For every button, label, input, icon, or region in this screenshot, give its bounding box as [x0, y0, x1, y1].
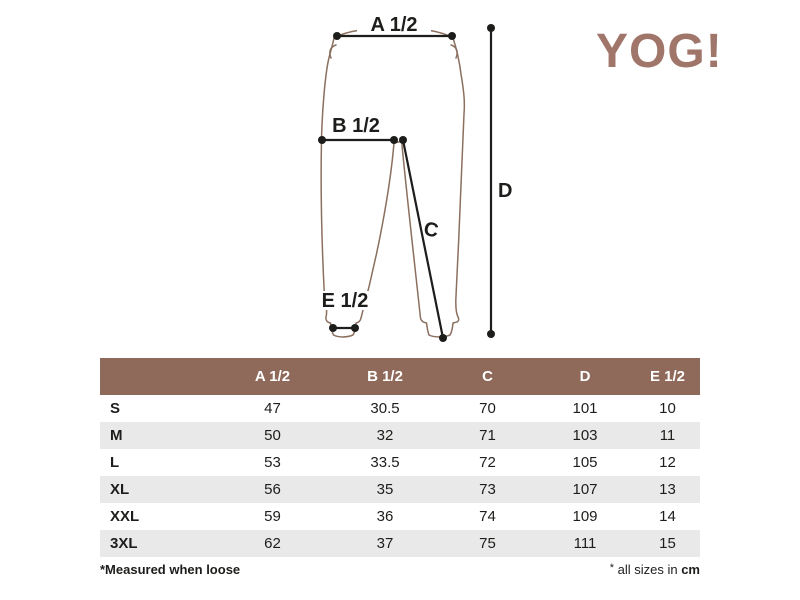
value-cell: 74	[479, 508, 496, 525]
value-cell: 103	[535, 422, 635, 449]
table-header-row	[100, 358, 700, 395]
size-label: M	[100, 422, 215, 449]
value-cell: 50	[215, 422, 330, 449]
table-row-3xl	[100, 530, 700, 557]
value-cell: 75	[440, 530, 535, 557]
footnote-measured-when-loose: *Measured when loose	[100, 562, 241, 577]
value-cell: 15	[635, 530, 700, 557]
value-cell: 11	[635, 422, 700, 449]
value-cell: 107	[535, 476, 635, 503]
size-label: 3XL	[100, 530, 215, 557]
measure-a-label: A 1/2	[370, 14, 418, 36]
header-size	[100, 358, 215, 395]
value-cell: 13	[635, 476, 700, 503]
value-cell: 12	[659, 454, 676, 471]
measure-c-label: C	[422, 218, 441, 243]
value-cell: 70	[479, 400, 496, 417]
value-cell: 33.5	[370, 454, 400, 471]
value-cell: 62	[215, 530, 330, 557]
size-table	[100, 358, 700, 557]
table-row-m	[100, 422, 700, 449]
value-cell: 73	[440, 476, 535, 503]
measure-c	[399, 136, 447, 342]
value-cell: 14	[659, 508, 676, 525]
footnote-all-sizes-in-cm	[610, 562, 700, 577]
header-b-half: B 1/2	[330, 358, 440, 395]
table-row-xl	[100, 476, 700, 503]
size-label: XL	[100, 476, 215, 503]
measure-a-half	[333, 14, 456, 40]
header-a-half: A 1/2	[215, 358, 330, 395]
measure-e-half	[322, 290, 369, 332]
footnote-asterisk: *	[609, 562, 614, 574]
value-cell: 105	[572, 454, 598, 471]
size-label: S	[110, 400, 121, 417]
table-row-xxl	[100, 503, 700, 530]
value-cell: 101	[572, 400, 598, 417]
value-cell: 56	[215, 476, 330, 503]
header-e-half: E 1/2	[635, 358, 700, 395]
table-row-l	[100, 449, 700, 476]
footnote-text: all sizes in	[614, 562, 682, 577]
value-cell: 71	[440, 422, 535, 449]
measure-d-label: D	[498, 180, 513, 202]
value-cell: 47	[264, 400, 281, 417]
header-d: D	[535, 358, 635, 395]
value-cell: 37	[330, 530, 440, 557]
value-cell: 59	[264, 508, 281, 525]
value-cell: 53	[264, 454, 281, 471]
brand-logo: YOG!	[596, 25, 723, 78]
value-cell: 109	[572, 508, 598, 525]
value-cell: 30.5	[370, 400, 400, 417]
value-cell: 72	[479, 454, 496, 471]
table-row-s	[100, 395, 700, 422]
measure-d	[487, 24, 512, 338]
value-cell: 111	[535, 530, 635, 557]
value-cell: 36	[376, 508, 394, 525]
footnote-unit: cm	[681, 562, 700, 577]
measure-b-half	[318, 115, 398, 144]
measure-b-label: B 1/2	[332, 115, 380, 137]
value-cell: 35	[330, 476, 440, 503]
size-label: L	[110, 454, 120, 471]
value-cell: 32	[330, 422, 440, 449]
size-label: XXL	[110, 508, 140, 525]
header-c: C	[440, 358, 535, 395]
value-cell: 10	[659, 400, 676, 417]
measure-e-label: E 1/2	[321, 290, 369, 312]
